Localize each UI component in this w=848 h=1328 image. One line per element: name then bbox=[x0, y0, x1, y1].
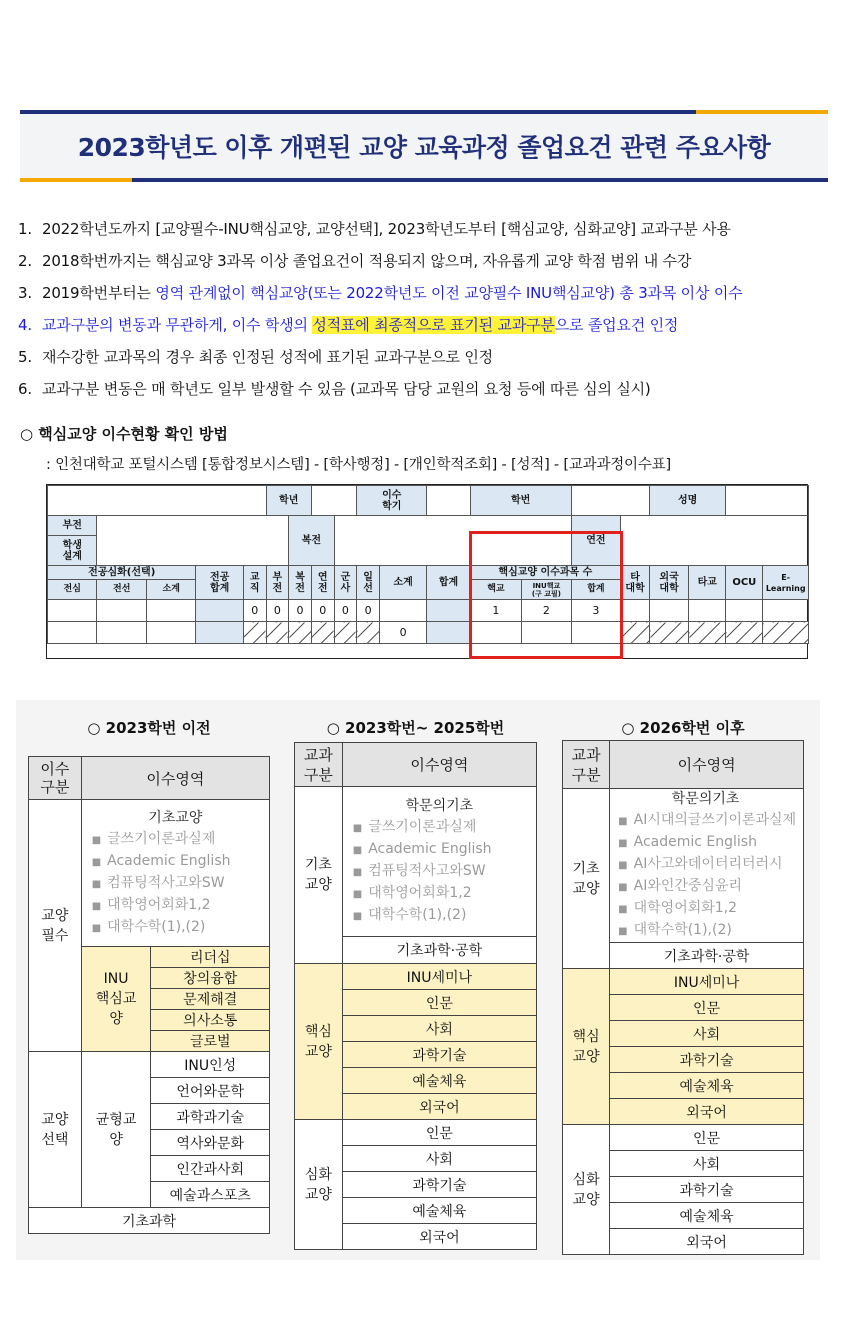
form-label: 타교 bbox=[689, 566, 726, 600]
area-cell: 과학기술 bbox=[342, 1042, 536, 1068]
column-title: ○ 2023학번 이전 bbox=[87, 719, 211, 737]
note-text: 2018학번까지는 핵심교양 3과목 이상 졸업요건이 적용되지 않으며, 자유롭게 교양 학점 범위 내 수강 bbox=[42, 252, 692, 270]
table-header: 이수 구분 bbox=[29, 757, 82, 800]
basic-course-list bbox=[342, 787, 536, 937]
notes-list bbox=[18, 216, 833, 408]
form-label: 이수 학기 bbox=[357, 486, 427, 516]
basic-course-list bbox=[610, 789, 804, 943]
form-label: 합계 bbox=[571, 580, 620, 600]
area-cell: 외국어 bbox=[342, 1094, 536, 1120]
basic-course-list bbox=[81, 800, 269, 947]
column-title: ○ 2023학번~ 2025학번 bbox=[326, 719, 505, 737]
form-value: 0 bbox=[289, 600, 312, 622]
form-cell bbox=[97, 622, 146, 644]
note-highlight: 성적표에 최종적으로 표기된 교과구분 bbox=[312, 316, 555, 334]
form-cell bbox=[427, 486, 470, 516]
banner-rule bbox=[20, 110, 696, 114]
area-cell: 과학기술 bbox=[610, 1177, 804, 1203]
form-value: 0 bbox=[266, 600, 289, 622]
form-label: 성명 bbox=[650, 486, 726, 516]
note-emphasis: 교과구분의 변동과 무관하게, 이수 학생의 bbox=[42, 316, 313, 334]
page-title: 2023학년도 이후 개편된 교양 교육과정 졸업요건 관련 주요사항 bbox=[77, 133, 771, 162]
form-label: OCU bbox=[726, 566, 763, 600]
form-label: 부 전 bbox=[266, 566, 289, 600]
form-cell bbox=[650, 622, 689, 644]
form-cell bbox=[763, 622, 809, 644]
before2023-table bbox=[28, 756, 270, 1234]
form-label: 부전 bbox=[48, 516, 97, 536]
form-label: 교 직 bbox=[243, 566, 266, 600]
form-label: 외국 대학 bbox=[650, 566, 689, 600]
form-cell bbox=[650, 600, 689, 622]
table-header: 이수영역 bbox=[610, 741, 804, 789]
area-cell: 인문 bbox=[342, 1120, 536, 1146]
note-text: 재수강한 교과목의 경우 최종 인정된 성적에 표기된 교과구분으로 인정 bbox=[42, 348, 493, 366]
form-label: 소계 bbox=[146, 580, 195, 600]
form-cell bbox=[266, 622, 289, 644]
area-cell: 사회 bbox=[342, 1016, 536, 1042]
course-item: ■ 대학영어회화1,2 bbox=[618, 900, 738, 916]
area-cell: 인간과사회 bbox=[151, 1156, 270, 1182]
note-item bbox=[18, 216, 833, 248]
form-label: 전공심화(선택) bbox=[48, 566, 196, 580]
course-item: ■ 대학영어회화1,2 bbox=[91, 896, 211, 913]
note-item bbox=[18, 248, 833, 280]
form-cell bbox=[357, 622, 380, 644]
area-cell: 인문 bbox=[610, 995, 804, 1021]
y2026-table bbox=[562, 740, 804, 1255]
area-cell: 예술체육 bbox=[342, 1198, 536, 1224]
form-cell bbox=[334, 622, 357, 644]
form-cell bbox=[196, 600, 243, 622]
area-cell: 리더십 bbox=[151, 947, 270, 968]
note-item bbox=[18, 344, 833, 376]
form-label: 연 전 bbox=[311, 566, 334, 600]
form-value: 0 bbox=[379, 622, 426, 644]
form-label: 연전 bbox=[571, 516, 620, 566]
form-value: 2 bbox=[522, 600, 571, 622]
column-title: ○ 2026학번 이후 bbox=[621, 719, 745, 737]
form-label: 복 전 bbox=[289, 566, 312, 600]
area-cell: 과학과기술 bbox=[151, 1104, 270, 1130]
form-cell bbox=[146, 600, 195, 622]
note-number: 3. bbox=[18, 284, 32, 302]
form-label: 전공 합계 bbox=[196, 566, 243, 600]
course-item: ■ Academic English bbox=[352, 841, 492, 857]
y2023-2025-table bbox=[294, 742, 537, 1250]
form-cell bbox=[689, 622, 726, 644]
area-cell: 예술체육 bbox=[610, 1203, 804, 1229]
course-item: ■ Academic English bbox=[618, 834, 757, 850]
category-label: 심화 교양 bbox=[563, 1125, 610, 1255]
category-label: 기초 교양 bbox=[563, 789, 610, 969]
form-label: 타 대학 bbox=[621, 566, 650, 600]
course-item: ■ 글쓰기이론과실제 bbox=[352, 819, 477, 835]
form-cell bbox=[763, 600, 809, 622]
form-label: 학년 bbox=[266, 486, 311, 516]
category-label: 심화 교양 bbox=[295, 1120, 343, 1250]
note-number: 1. bbox=[18, 220, 32, 238]
form-label: INU핵교 (구 교필) bbox=[522, 580, 571, 600]
form-cell bbox=[311, 486, 356, 516]
area-cell: INU인성 bbox=[151, 1052, 270, 1078]
note-text: 2019학번부터는 bbox=[42, 284, 156, 302]
area-cell: 외국어 bbox=[610, 1099, 804, 1125]
form-cell bbox=[48, 600, 97, 622]
form-cell bbox=[97, 516, 289, 566]
area-cell: 예술체육 bbox=[342, 1068, 536, 1094]
table-header: 이수영역 bbox=[81, 757, 269, 800]
form-cell bbox=[726, 486, 809, 516]
form-cell bbox=[48, 622, 97, 644]
form-cell bbox=[146, 622, 195, 644]
category-label: 교양 선택 bbox=[29, 1052, 82, 1208]
course-item: ■ AI와인간중심윤리 bbox=[618, 878, 742, 894]
banner-rule bbox=[132, 178, 828, 182]
form-cell bbox=[289, 622, 312, 644]
form-value: 0 bbox=[334, 600, 357, 622]
area-cell: 인문 bbox=[342, 990, 536, 1016]
category-label: 핵심 교양 bbox=[295, 964, 343, 1120]
area-cell: 의사소통 bbox=[151, 1010, 270, 1031]
table-header: 교과 구분 bbox=[295, 743, 343, 787]
area-cell: 과학기술 bbox=[610, 1047, 804, 1073]
form-cell bbox=[196, 622, 243, 644]
category-label: INU 핵심교 양 bbox=[81, 947, 151, 1052]
table-header: 이수영역 bbox=[342, 743, 536, 787]
note-number: 6. bbox=[18, 380, 32, 398]
category-label: 균형교 양 bbox=[81, 1052, 151, 1208]
area-cell: 언어와문학 bbox=[151, 1078, 270, 1104]
note-item bbox=[18, 312, 833, 344]
form-value: 3 bbox=[571, 600, 620, 622]
area-title: 기초교양 bbox=[148, 809, 203, 826]
section-heading: ○ 핵심교양 이수현황 확인 방법 bbox=[20, 425, 228, 443]
form-cell bbox=[689, 600, 726, 622]
note-emphasis: 으로 졸업요건 인정 bbox=[554, 316, 679, 334]
form-label: 전선 bbox=[97, 580, 146, 600]
form-label: 소계 bbox=[379, 566, 426, 600]
area-title: 학문의기초 bbox=[405, 798, 474, 814]
form-label: 핵교 bbox=[470, 580, 522, 600]
course-item: ■ AI시대의글쓰기이론과실제 bbox=[618, 812, 797, 828]
form-cell bbox=[621, 516, 809, 566]
form-cell bbox=[97, 600, 146, 622]
table-header: 교과 구분 bbox=[563, 741, 610, 789]
note-number: 2. bbox=[18, 252, 32, 270]
note-item bbox=[18, 280, 833, 312]
menu-path: : 인천대학교 포털시스템 [통합정보시스템] - [학사행정] - [개인학적조회] - [성적] - [교과과정이수표] bbox=[46, 457, 671, 473]
form-label: 군 사 bbox=[334, 566, 357, 600]
form-label: 학생 설계 bbox=[48, 536, 97, 566]
course-item: ■ 대학수학(1),(2) bbox=[352, 907, 467, 923]
form-cell bbox=[48, 486, 267, 516]
note-item bbox=[18, 376, 833, 408]
form-value: 0 bbox=[311, 600, 334, 622]
area-cell: 창의융합 bbox=[151, 968, 270, 989]
note-text: 교과구분 변동은 매 학년도 일부 발생할 수 있음 (교과목 담당 교원의 요청 등에 따른 심의 실시) bbox=[42, 380, 651, 398]
area-cell: 글로벌 bbox=[151, 1031, 270, 1052]
area-cell: 외국어 bbox=[342, 1224, 536, 1250]
form-cell bbox=[726, 600, 763, 622]
form-label: 핵심교양 이수과목 수 bbox=[470, 566, 621, 580]
form-cell bbox=[427, 600, 470, 622]
form-value: 0 bbox=[357, 600, 380, 622]
area-cell: 예술과스포츠 bbox=[151, 1182, 270, 1208]
banner-rule-accent bbox=[20, 178, 132, 182]
category-label: 핵심 교양 bbox=[563, 969, 610, 1125]
form-value: 1 bbox=[470, 600, 522, 622]
course-item: ■ Academic English bbox=[91, 852, 231, 869]
form-cell bbox=[571, 486, 649, 516]
category-label: 교양 필수 bbox=[29, 800, 82, 1052]
area-cell: 기초과학·공학 bbox=[610, 943, 804, 969]
note-number: 5. bbox=[18, 348, 32, 366]
form-cell bbox=[379, 600, 426, 622]
banner-rule-accent bbox=[696, 110, 828, 114]
area-cell: 역사와문화 bbox=[151, 1130, 270, 1156]
course-item: ■ 대학영어회화1,2 bbox=[352, 885, 472, 901]
course-item: ■ 컴퓨팅적사고와SW bbox=[91, 874, 225, 891]
area-cell: 예술체육 bbox=[610, 1073, 804, 1099]
form-label: 합계 bbox=[427, 566, 470, 600]
note-emphasis: 영역 관계없이 핵심교양(또는 2022학년도 이전 교양필수 INU핵심교양) 총 3과목 이상 이수 bbox=[155, 284, 743, 302]
form-cell bbox=[621, 622, 650, 644]
form-label: 전심 bbox=[48, 580, 97, 600]
form-cell bbox=[621, 600, 650, 622]
title-banner bbox=[20, 110, 828, 182]
form-cell bbox=[427, 622, 470, 644]
note-number: 4. bbox=[18, 316, 32, 334]
form-value: 0 bbox=[243, 600, 266, 622]
area-cell: 과학기술 bbox=[342, 1172, 536, 1198]
area-cell: 인문 bbox=[610, 1125, 804, 1151]
form-cell bbox=[243, 622, 266, 644]
course-item: ■ 글쓰기이론과실제 bbox=[91, 830, 216, 847]
area-cell: INU세미나 bbox=[610, 969, 804, 995]
area-cell: 외국어 bbox=[610, 1229, 804, 1255]
core-count-highlight-box bbox=[469, 531, 623, 659]
area-cell: 사회 bbox=[610, 1151, 804, 1177]
form-label: 학번 bbox=[470, 486, 571, 516]
form-label: E-Learning bbox=[763, 566, 809, 600]
area-cell: 사회 bbox=[342, 1146, 536, 1172]
category-label: 기초 교양 bbox=[295, 787, 343, 964]
area-cell: INU세미나 bbox=[342, 964, 536, 990]
course-item: ■ 대학수학(1),(2) bbox=[91, 918, 206, 935]
form-label: 일 선 bbox=[357, 566, 380, 600]
area-cell: 기초과학·공학 bbox=[342, 937, 536, 964]
note-text: 2022학년도까지 [교양필수-INU핵심교양, 교양선택], 2023학년도부터 [핵심교양, 심화교양] 교과구분 사용 bbox=[42, 220, 731, 238]
course-item: ■ AI사고와데이터리터러시 bbox=[618, 856, 783, 872]
curriculum-record-form bbox=[46, 484, 808, 659]
area-cell: 기초과학 bbox=[29, 1208, 270, 1234]
area-cell: 사회 bbox=[610, 1021, 804, 1047]
course-item: ■ 대학수학(1),(2) bbox=[618, 922, 732, 938]
form-cell bbox=[311, 622, 334, 644]
form-label: 복전 bbox=[289, 516, 334, 566]
course-item: ■ 컴퓨팅적사고와SW bbox=[352, 863, 486, 879]
form-cell bbox=[726, 622, 763, 644]
area-cell: 문제해결 bbox=[151, 989, 270, 1010]
area-title: 학문의기초 bbox=[671, 791, 740, 807]
